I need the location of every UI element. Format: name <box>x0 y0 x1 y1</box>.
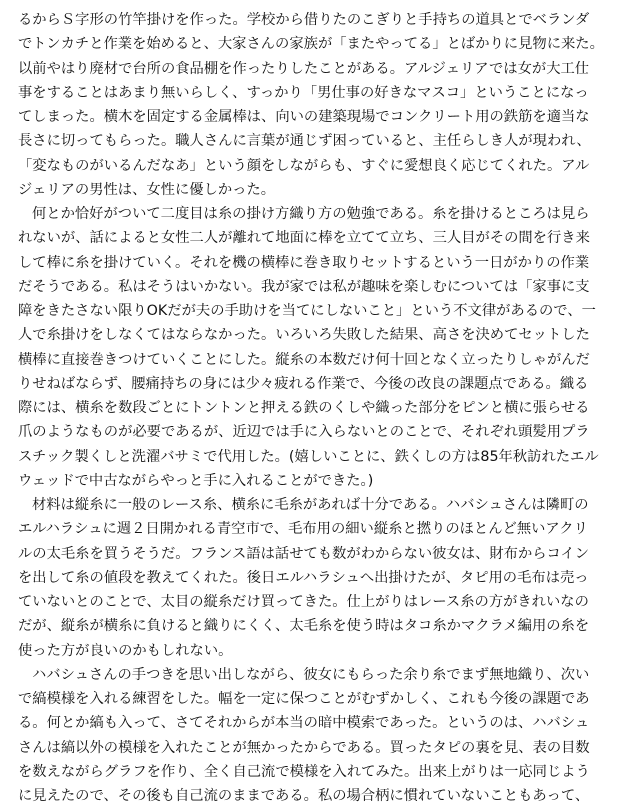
text-line: でトンカチと作業を始めると、大家さんの家族が「またやってる」とばかりに見物に来た。 <box>18 36 604 53</box>
text-line: を数えながらグラフを作り、全く自己流で模様を入れてみた。出来上がりは一応同じよう <box>18 763 590 780</box>
text-line: ルの太毛糸を買うそうだ。フランス語は話せても数がわからない彼女は、財布からコイン <box>18 545 590 562</box>
text-line: さんは縞以外の模様を入れたことが無かったからである。買ったタピの裏を見、表の目数 <box>18 739 590 756</box>
text-line: ジェリアの男性は、女性に優しかった。 <box>18 181 276 198</box>
text-line: を出して糸の値段を教えてくれた。後日エルハラシュへ出掛けたが、タピ用の毛布は売っ <box>18 569 589 586</box>
text-line: 何とか恰好がついて二度目は糸の掛け方織り方の勉強である。糸を掛けるところは見ら <box>32 206 590 222</box>
text-line: 障をきたさない限りOKだが夫の手助けを当てにしないこと」という不文律があるので、一 <box>18 303 596 319</box>
text-line: だが、縦糸が横糸に負けると織りにくく、太毛糸を使う時はタコ糸かマクラメ編用の糸を <box>18 618 590 635</box>
text-line: 以前やはり廃材で台所の食品棚を作ったりしたことがある。アルジェリアでは女が大工仕 <box>18 60 590 77</box>
text-line: 使った方が良いのかもしれない。 <box>18 642 233 659</box>
text-line: 爪のようなものが必要であるが、近辺では手に入らないとのことで、それぞれ頭髪用プラ <box>18 424 590 441</box>
document-body <box>18 8 606 808</box>
text-line: 事をすることはあまり無いらしく、すっかり「男仕事の好きなマスコ」ということになっ <box>18 84 589 101</box>
text-line: 長さに切ってもらった。職人さんに言葉が通じず困っていると、主任らしき人が現われ、 <box>18 133 591 150</box>
text-line: 「変なものがいるんだなあ」という顔をしながらも、すぐに愛想良く応じてくれた。アル <box>18 157 590 174</box>
text-line: るからＳ字形の竹竿掛けを作った。学校から借りたのこぎりと手持ちの道具とでベランダ <box>18 12 590 28</box>
text-line: 人で糸掛けをしなくてはならなかった。いろいろ失敗した結果、高さを決めてセットした <box>18 327 590 344</box>
text-line: して棒に糸を掛けていく。それを機の横棒に巻き取りセットするという一日がかりの作業 <box>18 254 590 271</box>
text-line: ウェッドで中古ながらやっと手に入れることができた。) <box>18 472 374 489</box>
text-line: に見えたので、その後も自己流のままである。私の場合柄に慣れていないこともあって、 <box>18 788 590 804</box>
text-line: スチック製くしと洗濯バサミで代用した。(嬉しいことに、鉄くしの方は85年秋訪れたエル <box>18 448 599 465</box>
text-line: で縞模様を入れる練習をした。幅を一定に保つことがむずかしく、これも今後の課題であ <box>18 691 590 707</box>
text-line: 横棒に直接巻きつけていくことにした。縦糸の本数だけ何十回となく立ったりしゃがんだ <box>18 351 590 368</box>
text-line: りせねばならず、腰痛持ちの身には少々疲れる作業で、今後の改良の課題点である。織る <box>18 375 589 392</box>
text-line: 際には、横糸を数段ごとにトントンと押える鉄のくしや織った部分をピンと横に張らせる <box>18 400 590 416</box>
text-line: 材料は縦糸に一般のレース糸、横糸に毛糸があれば十分である。ハバシュさんは隣町の <box>32 497 589 513</box>
text-line: だそうである。私はそうはいかない。我が家では私が趣味を楽しむについては「家事に支 <box>18 278 590 295</box>
text-line: てしまった。横木を固定する金属棒は、向いの建築現場でコンクリート用の鉄筋を適当な <box>18 109 590 125</box>
text-line: れないが、話によると女性二人が離れて地面に棒を立てて立ち、三人目がその間を行き来 <box>18 230 590 247</box>
text-line: ていないとのことで、太目の縦糸だけ買ってきた。仕上がりはレース糸の方がきれいなの <box>18 594 589 610</box>
text-line: る。何とか縞も入って、さてそれからが本当の暗中模索であった。というのは、ハバシュ <box>18 715 590 732</box>
text-line: エルハラシュに週２日開かれる青空市で、毛布用の細い縦糸と撚りのほとんど無いアクリ <box>18 521 588 538</box>
text-line: ハバシュさんの手つきを思い出しながら、彼女にもらった余り糸でまず無地織り、次い <box>32 666 590 683</box>
